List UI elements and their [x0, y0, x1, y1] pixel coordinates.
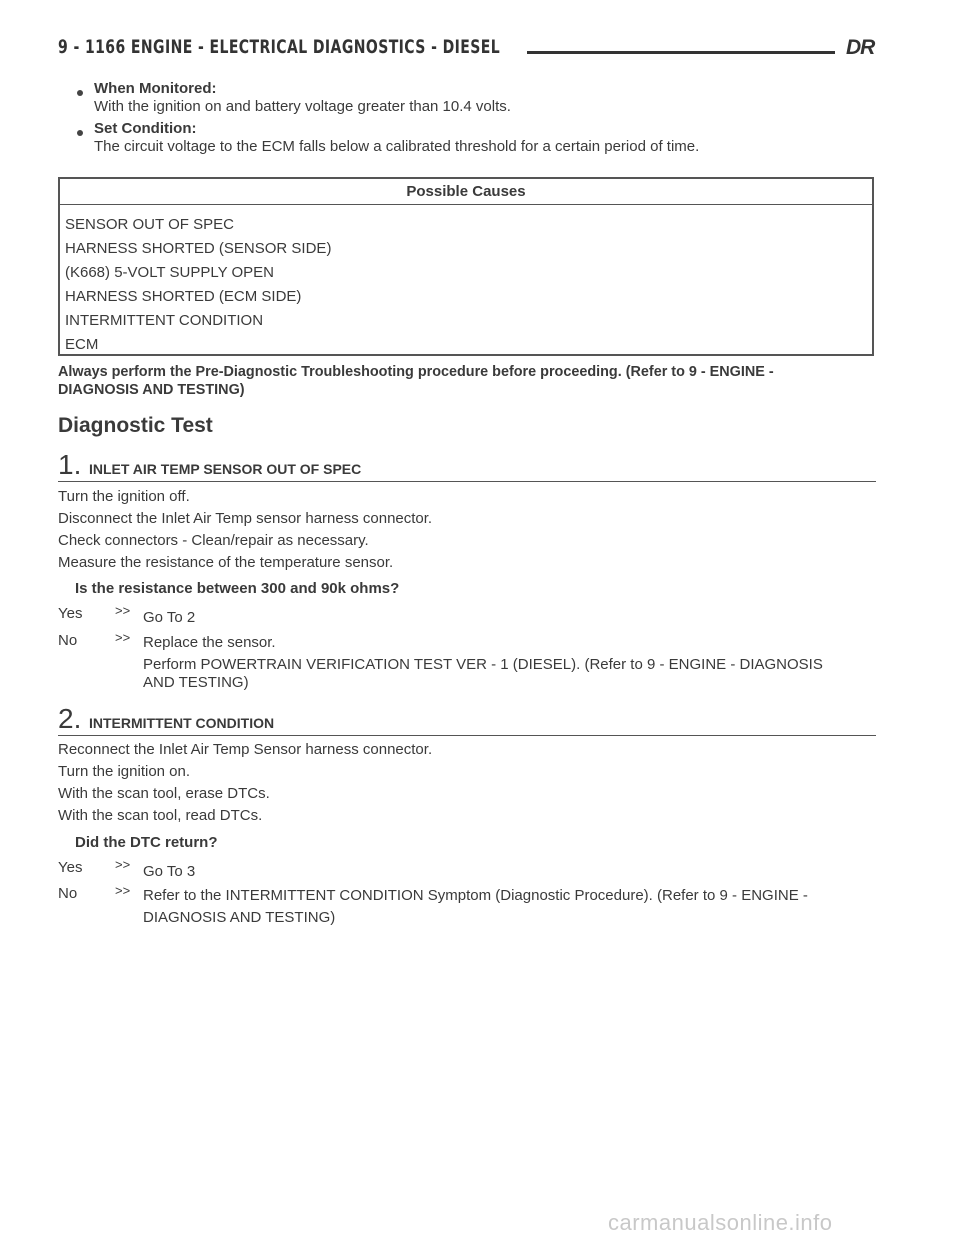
step-title: INTERMITTENT CONDITION	[89, 715, 275, 731]
cause-item: SENSOR OUT OF SPEC	[65, 216, 234, 233]
yes-arrow: >>	[115, 857, 131, 872]
when-monitored-text: With the ignition on and battery voltage greater than 10.4 volts.	[94, 98, 511, 115]
possible-causes-table	[58, 177, 874, 356]
yes-action: Go To 3	[143, 863, 196, 880]
step-instruction: With the scan tool, read DTCs.	[58, 807, 263, 824]
no-action-detail: AND TESTING)	[143, 674, 249, 691]
no-action: Refer to the INTERMITTENT CONDITION Symptom (Diagnostic Procedure). (Refer to 9 - ENGINE -	[143, 887, 808, 904]
step-instruction: Reconnect the Inlet Air Temp Sensor harness connector.	[58, 741, 433, 758]
possible-causes-heading: Possible Causes	[60, 179, 872, 205]
step-title: INLET AIR TEMP SENSOR OUT OF SPEC	[89, 461, 362, 477]
step-rule	[58, 481, 876, 482]
yes-action: Go To 2	[143, 609, 196, 626]
diagnostic-test-title: Diagnostic Test	[58, 414, 213, 437]
step-instruction: Measure the resistance of the temperature sensor.	[58, 554, 394, 571]
header-model-code: DR	[846, 36, 875, 59]
step-question: Is the resistance between 300 and 90k ohms?	[75, 580, 400, 597]
step-number: 1.	[58, 449, 82, 480]
notice-line-1: Always perform the Pre-Diagnostic Troubleshooting procedure before proceeding. (Refer to 9 - ENGINE -	[58, 364, 774, 380]
set-condition-label: Set Condition:	[94, 120, 197, 137]
step-question: Did the DTC return?	[75, 834, 218, 851]
cause-item: (K668) 5-VOLT SUPPLY OPEN	[65, 264, 274, 281]
no-arrow: >>	[115, 883, 131, 898]
yes-label: Yes	[58, 605, 83, 622]
set-condition-text: The circuit voltage to the ECM falls below a calibrated threshold for a certain period of time.	[94, 138, 700, 155]
cause-item: HARNESS SHORTED (SENSOR SIDE)	[65, 240, 332, 257]
no-label: No	[58, 632, 78, 649]
cause-item: INTERMITTENT CONDITION	[65, 312, 264, 329]
yes-arrow: >>	[115, 603, 131, 618]
step-rule	[58, 735, 876, 736]
header-rule	[527, 51, 835, 54]
bullet-icon	[77, 130, 83, 136]
no-action-detail: DIAGNOSIS AND TESTING)	[143, 909, 336, 926]
step-instruction: Check connectors - Clean/repair as necessary.	[58, 532, 369, 549]
no-action: Replace the sensor.	[143, 634, 276, 651]
step-instruction: Disconnect the Inlet Air Temp sensor harness connector.	[58, 510, 433, 527]
watermark: carmanualsonline.info	[608, 1210, 833, 1235]
yes-label: Yes	[58, 859, 83, 876]
no-label: No	[58, 885, 78, 902]
no-arrow: >>	[115, 630, 131, 645]
step-number: 2.	[58, 703, 82, 734]
bullet-icon	[77, 90, 83, 96]
notice-line-2: DIAGNOSIS AND TESTING)	[58, 382, 245, 398]
step-instruction: Turn the ignition on.	[58, 763, 191, 780]
when-monitored-label: When Monitored:	[94, 80, 217, 97]
cause-item: ECM	[65, 336, 99, 353]
cause-item: HARNESS SHORTED (ECM SIDE)	[65, 288, 302, 305]
no-action-detail: Perform POWERTRAIN VERIFICATION TEST VER - 1 (DIESEL). (Refer to 9 - ENGINE - DIAGNOSIS	[143, 656, 823, 673]
step-instruction: Turn the ignition off.	[58, 488, 190, 505]
page-header-title: 9 - 1166 ENGINE - ELECTRICAL DIAGNOSTICS - DIESEL	[58, 36, 501, 58]
step-instruction: With the scan tool, erase DTCs.	[58, 785, 270, 802]
